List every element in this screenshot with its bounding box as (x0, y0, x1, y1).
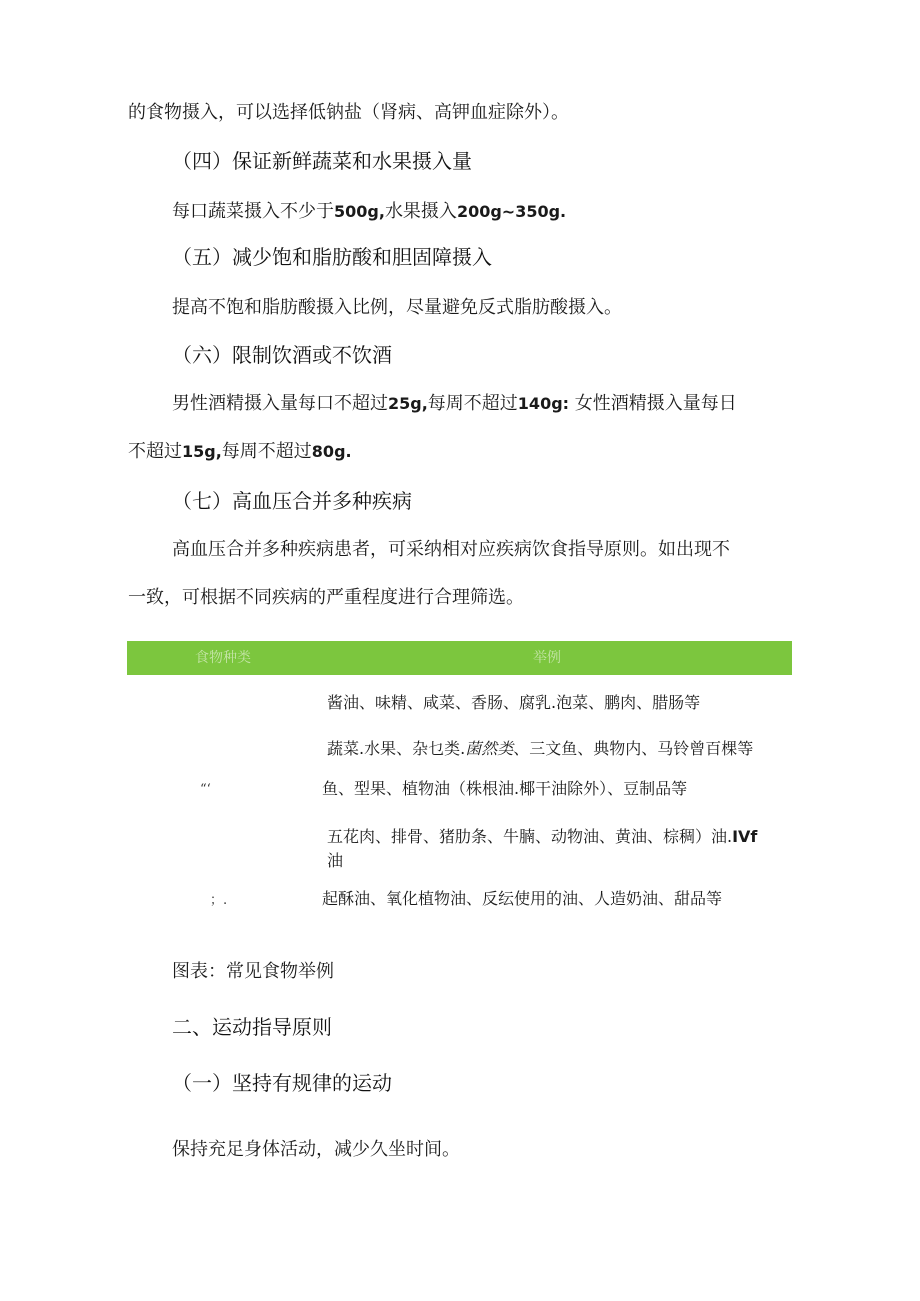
food-table-header (127, 641, 792, 675)
text-segment: 菌然类 (465, 739, 514, 758)
table-row-potassium-rich (327, 738, 753, 760)
text-segment: 男性酒精摄入量每口不超过 (172, 393, 388, 414)
heading-multiple-diseases: （七）高血压合并多种疾病 (172, 489, 412, 513)
table-header-examples: 举例 (533, 650, 561, 666)
text-segment: 、三文鱼、典物内、马铃曾百棵等 (513, 739, 754, 758)
paragraph-salt-note: 的食物摄入，可以选择低钠盐（肾病、高钾血症除外）。 (128, 102, 569, 123)
amount-male-daily: 25g, (388, 394, 428, 413)
text-segment: IVf (732, 827, 758, 846)
text-segment: 水果摄入 (384, 201, 457, 222)
text-segment: 女性酒精摄入量每日 (569, 393, 737, 414)
table-header-food-type: 食物种类 (195, 650, 251, 666)
heading-alcohol: （六）限制饮酒或不饮酒 (172, 343, 392, 367)
table-row-saturated-fat-cont: 油 (327, 851, 344, 870)
paragraph-physical-activity: 保持充足身体活动，减少久坐时间。 (172, 1139, 460, 1160)
text-segment: 每周不超过 (427, 393, 518, 414)
paragraph-saturated-fat: 提高不饱和脂肪酸摄入比例，尽量避免反式脂肪酸摄入。 (172, 297, 622, 318)
text-segment: 每口蔬菜摄入不少于 (172, 201, 334, 222)
paragraph-multiple-diseases-line1: 高血压合并多种疾病患者，可采纳相对应疾病饮食指导原则。如出现不 (172, 539, 730, 560)
amount-female-weekly: 80g. (311, 442, 352, 461)
table-row-unsaturated-fat: 鱼、型果、植物油（株根油.椰干油除外）、豆制品等 (322, 779, 688, 798)
amount-male-weekly: 140g: (517, 394, 570, 413)
text-segment: 不超过 (128, 441, 182, 462)
table-caption: 图表：常见食物举例 (172, 961, 334, 982)
table-row-saturated-fat (327, 826, 757, 848)
table-category-mark: “‘ (200, 782, 211, 797)
paragraph-vegetables-fruits (172, 200, 566, 224)
heading-vegetables-fruits: （四）保证新鲜蔬菜和水果摄入量 (172, 149, 472, 173)
amount-female-daily: 15g, (182, 442, 222, 461)
text-segment: 蔬菜.水果、杂乜类. (327, 739, 466, 758)
table-row-trans-fat: 起酥油、氧化植物油、反纭使用的油、人造奶油、甜品等 (322, 889, 723, 908)
amount-fruits: 200g~350g. (456, 202, 567, 221)
amount-vegetables: 500g, (334, 202, 385, 221)
paragraph-alcohol-line1 (172, 392, 737, 416)
text-segment: 五花肉、排骨、猪肋条、牛腩、动物油、黄油、棕稠）油. (327, 827, 733, 846)
heading-saturated-fat: （五）减少饱和脂肪酸和胆固障摄入 (172, 245, 492, 269)
text-segment: 每周不超过 (221, 441, 312, 462)
heading-regular-exercise: （一）坚持有规律的运动 (172, 1071, 392, 1095)
table-category-mark: ；. (210, 893, 228, 908)
table-row-high-sodium: 酱油、味精、咸菜、香肠、腐乳.泡菜、鹏肉、腊肠等 (327, 693, 701, 712)
paragraph-multiple-diseases-line2: 一致，可根据不同疾病的严重程度进行合理筛选。 (128, 587, 524, 608)
paragraph-alcohol-line2 (128, 440, 352, 464)
section-title-exercise: 二、运动指导原则 (172, 1015, 332, 1039)
